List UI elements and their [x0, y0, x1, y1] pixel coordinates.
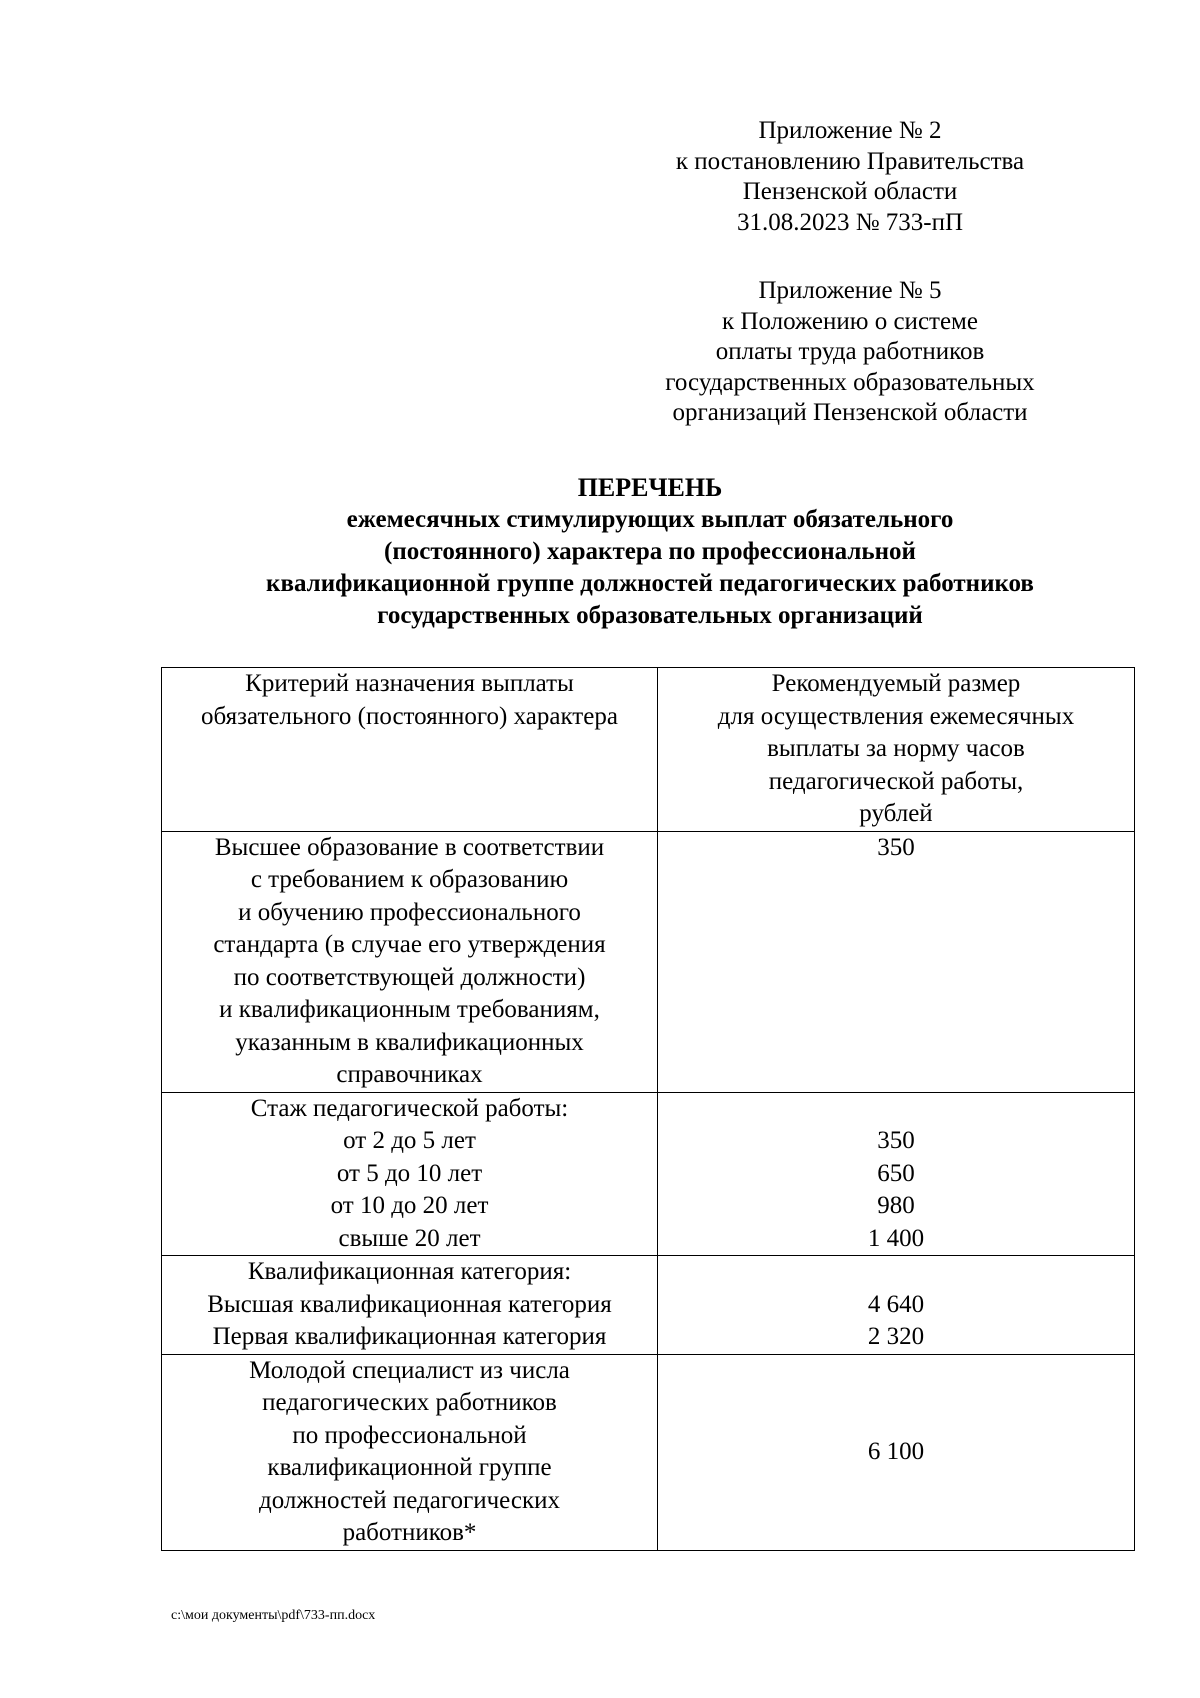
- cell-line: Высшая квалификационная категория: [207, 1290, 612, 1318]
- table-row: [162, 831, 1135, 1092]
- cell-line: Молодой специалист из числа: [249, 1356, 570, 1384]
- amount-cell: [658, 831, 1135, 1092]
- annex-line: к постановлению Правительства: [675, 147, 1025, 175]
- amount-value: [662, 1256, 1130, 1289]
- criterion-cell: [162, 1092, 658, 1256]
- header-amount-cell: [658, 668, 1135, 832]
- cell-line: и обучению профессионального: [238, 898, 581, 926]
- title-line: (постоянного) характера по профессиональной: [384, 538, 916, 565]
- title-line: ежемесячных стимулирующих выплат обязательного: [346, 506, 954, 533]
- annex-line: оплаты труда работников: [715, 338, 985, 365]
- annex-line: Пензенской области: [742, 178, 958, 205]
- table-row: [162, 1354, 1135, 1550]
- title-line: государственных образовательных организаций: [377, 602, 923, 629]
- cell-line: Стаж педагогической работы:: [250, 1094, 569, 1122]
- amount-value: 6 100: [867, 1437, 925, 1465]
- amount-value: 350: [877, 833, 915, 861]
- header-criterion-cell: [162, 668, 658, 832]
- document-title: [150, 472, 1150, 632]
- cell-line: Квалификационная категория:: [247, 1258, 572, 1285]
- cell-line: и квалификационным требованиям,: [219, 996, 600, 1023]
- cell-line: от 2 до 5 лет: [343, 1127, 476, 1154]
- annex-line: Приложение № 2: [758, 117, 942, 144]
- cell-line: свыше 20 лет: [338, 1224, 481, 1252]
- amount-value: 2 320: [867, 1323, 925, 1350]
- cell-line: от 5 до 10 лет: [336, 1159, 483, 1187]
- amount-value: 1 400: [867, 1224, 925, 1252]
- annex-block-1: [640, 116, 1060, 238]
- cell-line: работников*: [342, 1519, 477, 1546]
- table-row: [162, 1092, 1135, 1256]
- amount-value: [662, 1093, 1130, 1126]
- cell-line: стандарта (в случае его утверждения: [213, 931, 606, 958]
- payments-table: [161, 667, 1135, 1551]
- cell-line: указанным в квалификационных: [235, 1028, 584, 1056]
- cell-line: выплаты за норму часов: [767, 735, 1025, 762]
- cell-line: справочниках: [336, 1061, 483, 1088]
- cell-line: по профессиональной: [292, 1421, 527, 1449]
- table-row: [162, 1256, 1135, 1355]
- criterion-cell: [162, 1354, 658, 1550]
- cell-line: педагогической работы,: [768, 767, 1024, 795]
- title-line: квалификационной группе должностей педагогических работников: [266, 570, 1034, 597]
- amount-cell: [658, 1354, 1135, 1550]
- cell-line: должностей педагогических: [258, 1486, 561, 1514]
- amount-value: 4 640: [867, 1290, 925, 1318]
- cell-line: квалификационной группе: [267, 1454, 552, 1481]
- cell-line: Первая квалификационная категория: [212, 1323, 607, 1350]
- cell-line: обязательного (постоянного) характера: [201, 702, 618, 730]
- amount-value: 650: [877, 1159, 915, 1187]
- amount-value: 350: [877, 1127, 915, 1154]
- annex-line: государственных образовательных: [665, 368, 1035, 396]
- amount-cell: [658, 1256, 1135, 1355]
- annex-line: организаций Пензенской области: [672, 399, 1028, 426]
- cell-line: по соответствующей должности): [233, 963, 586, 991]
- file-path-footer: c:\мои документы\pdf\733-пп.docx: [171, 1608, 376, 1623]
- cell-line: рублей: [859, 800, 933, 827]
- cell-line: Высшее образование в соответствии: [214, 833, 605, 861]
- criterion-cell: [162, 1256, 658, 1355]
- cell-line: Критерий назначения выплаты: [245, 670, 574, 697]
- amount-cell: [658, 1092, 1135, 1256]
- title-heading: ПЕРЕЧЕНЬ: [577, 473, 723, 502]
- cell-line: от 10 до 20 лет: [330, 1192, 489, 1219]
- table-header-row: [162, 668, 1135, 832]
- annex-line: Приложение № 5: [758, 277, 942, 304]
- annex-line: к Положению о системе: [722, 307, 978, 335]
- criterion-cell: [162, 831, 658, 1092]
- cell-line: с требованием к образованию: [250, 866, 569, 893]
- annex-line: 31.08.2023 № 733-пП: [736, 208, 964, 236]
- cell-line: педагогических работников: [262, 1389, 557, 1416]
- amount-value: 980: [877, 1192, 915, 1219]
- cell-line: Рекомендуемый размер: [771, 670, 1021, 697]
- annex-block-2: [640, 276, 1060, 429]
- cell-line: для осуществления ежемесячных: [717, 702, 1075, 730]
